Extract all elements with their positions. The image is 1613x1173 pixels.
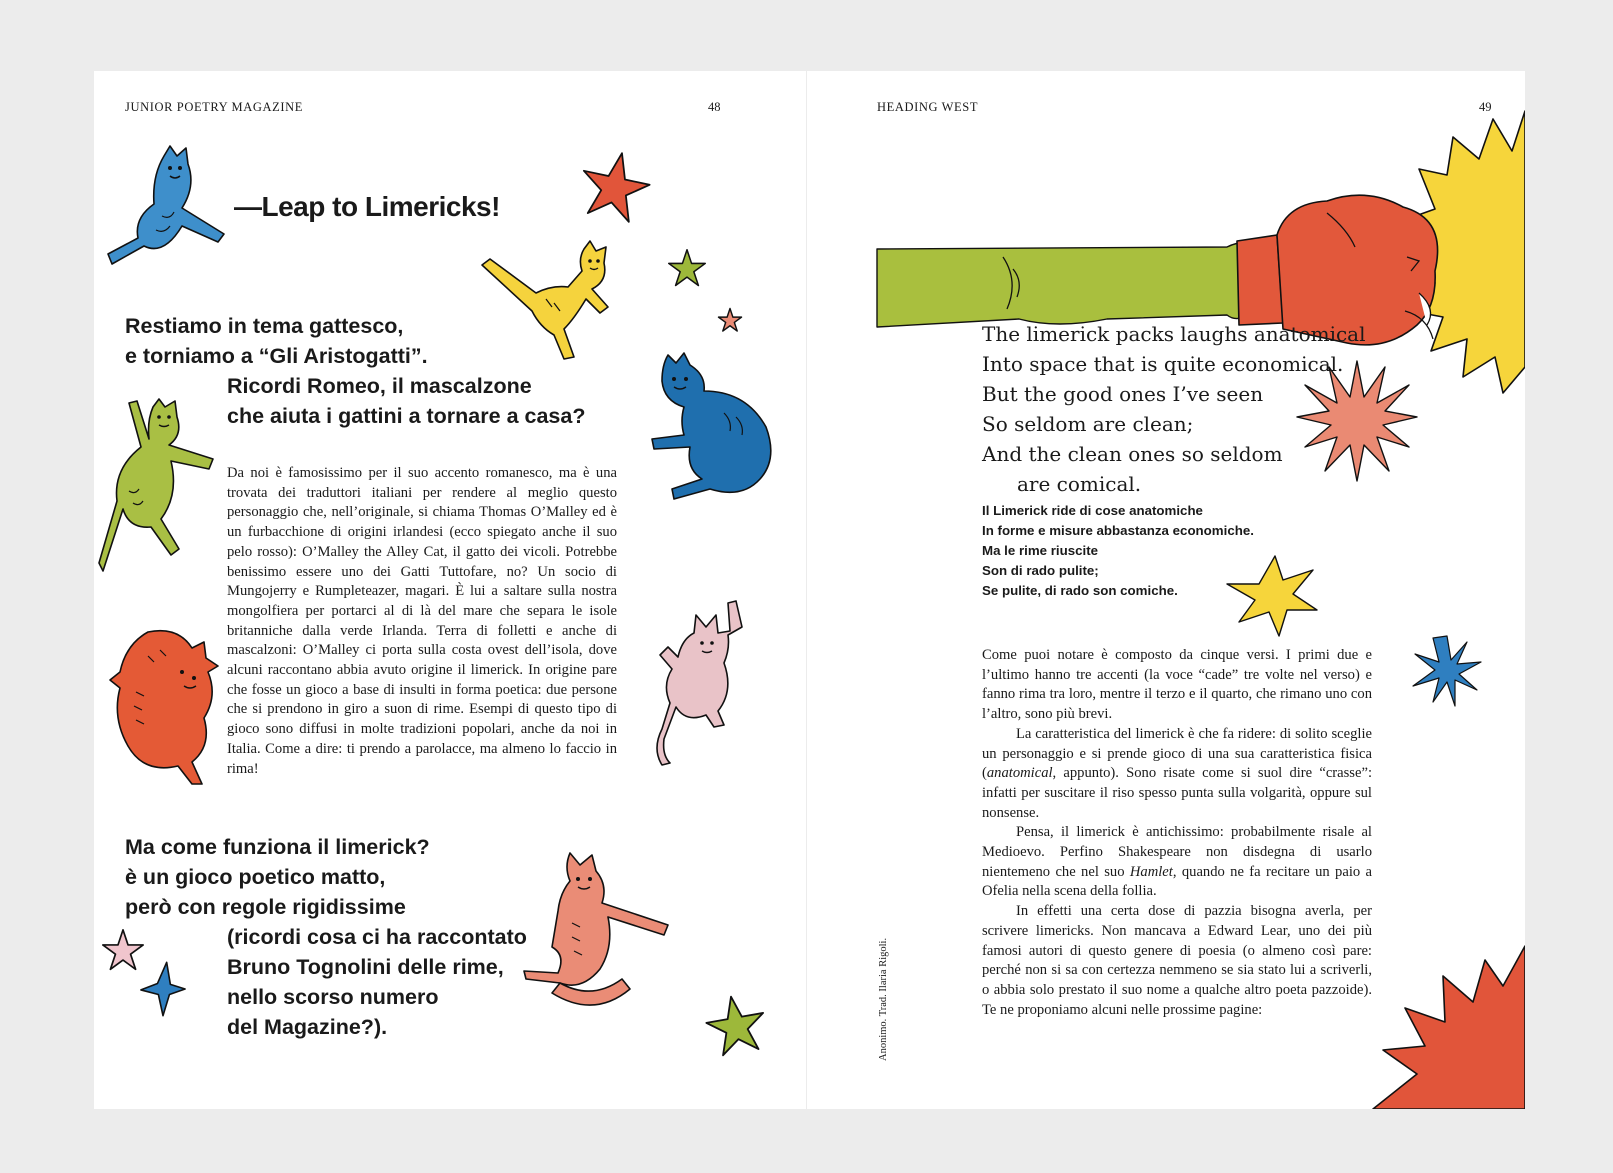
paragraph: Pensa, il limerick è antichissimo: probabilmente risale al Medioevo. Perfino Shakespeare non disdegna di usarlo nientemeno che nel suo Hamlet, quando ne fa recitare un paio a Ofelia nella scena della follia. [982, 824, 1373, 900]
poem-line: And the clean ones so seldom [982, 442, 1283, 466]
poem-line: Into space that is quite economical. [982, 352, 1344, 376]
poem-translation [982, 501, 1254, 601]
salmon-cat-icon [522, 851, 670, 1026]
red-cat-icon [108, 626, 224, 786]
page-number: 49 [1479, 100, 1492, 114]
question-line: Bruno Tognolini delle rime, [227, 955, 504, 979]
blue-star-icon [140, 961, 186, 1017]
green-cat-icon [99, 399, 219, 579]
translation-line: Son di rado pulite; [982, 563, 1099, 578]
lime-star-icon [706, 995, 766, 1055]
pink-star-icon [718, 308, 742, 332]
navy-cat-icon [650, 351, 776, 503]
salmon-burst-icon [1297, 361, 1417, 481]
question-line: (ricordi cosa ci ha raccontato [227, 925, 527, 949]
article-title: —Leap to Limericks! [234, 191, 500, 222]
intro-paragraph: Da noi è famosissimo per il suo accento romanesco, ma è una trovata dei traduttori italiani per rendere al meglio questo personaggio che, nell’originale, si chiama Thomas O’Malley ed è un furbacchione di origini irlandesi (ecco spiegato anche il suo pelo rosso): O’Malley the Alley Cat, il gatto dei vicoli. Potrebbe benissimo essere uno dei Gatti Tuttofare, no? Un socio di Mungojerry e Rumpleteazer, magari. È lui a saltare sulla nostra mongolfiera per portarci al di là del mare che separa le isole britanniche dalla verde Irlanda. Terra di folletti e anche di mascalzoni: O’Malley ci porta sulla costa ovest dell’isola, dove alcuni raccontano abbia avuto origine il limerick. In origine pare che fosse un gioco a base di insulti in forma poetica: due persone che si prendono in giro a suon di rime. Esempi di questo tipo di gioco sono diffusi in molte tradizioni popolari, anche da noi in Italia. Come a dire: ti prendo a parolacce, ma almeno lo faccio in rima! [227, 465, 617, 777]
blue-burst-icon [1411, 636, 1481, 706]
poem-line: The limerick packs laughs anatomical [982, 322, 1366, 346]
pink-cat-icon [658, 599, 744, 765]
green-star-icon [668, 249, 706, 287]
red-star-icon [580, 151, 650, 221]
translation-line: Il Limerick ride di cose anatomiche [982, 503, 1203, 518]
question-line: del Magazine?). [227, 1015, 388, 1039]
question-line: è un gioco poetico matto, [125, 865, 386, 889]
poem-line: But the good ones I’ve seen [982, 382, 1264, 406]
question-line: nello scorso numero [227, 985, 439, 1009]
article-body [982, 646, 1372, 1020]
translation-credit: Anonimo. Trad. Ilaria Rigoli. [878, 937, 889, 1061]
translation-line: In forme e misure abbastanza economiche. [982, 523, 1254, 538]
lead-line: che aiuta i gattini a tornare a casa? [227, 404, 586, 428]
lead-line: e torniamo a “Gli Aristogatti”. [125, 344, 428, 368]
yellow-cat-icon [482, 241, 612, 361]
lead-line: Restiamo in tema gattesco, [125, 314, 404, 338]
right-page [807, 71, 1525, 1109]
page-number: 48 [708, 100, 721, 114]
paragraph: Come puoi notare è composto da cinque versi. I primi due e l’ultimo hanno tre accenti (la voce “cade” tre volte nel verso) e fanno rima tra loro, mentre il terzo e il quarto, che rimano uno con l’altro, sono più brevi. [982, 647, 1372, 723]
paragraph: La caratteristica del limerick è che fa ridere: di solito sceglie un personaggio e si prende gioco di una sua caratteristica fisica (anatomical, appunto). Sono risate come si suol dire “crasse”: infatti per suscitare il riso spesso punta sulla volgarità, oppure sul nonsense. [982, 725, 1372, 821]
red-burst-icon [1373, 946, 1525, 1109]
running-head: JUNIOR POETRY MAGAZINE [125, 100, 304, 114]
lead-line: Ricordi Romeo, il mascalzone [227, 374, 532, 398]
question-line: Ma come funziona il limerick? [125, 835, 430, 859]
poem-line: So seldom are clean; [982, 412, 1194, 436]
question-line: però con regole rigidissime [125, 895, 406, 919]
running-head: HEADING WEST [877, 100, 979, 114]
pink-star-icon [102, 929, 144, 971]
poem-line: are comical. [1017, 472, 1142, 496]
blue-cat-icon [104, 146, 234, 276]
left-page [94, 71, 806, 1109]
yellow-star-burst-icon [1227, 556, 1317, 636]
translation-line: Se pulite, di rado son comiche. [982, 583, 1178, 598]
translation-line: Ma le rime riuscite [982, 543, 1099, 558]
paragraph: In effetti una certa dose di pazzia bisogna averla, per scrivere limericks. Non mancava a Edward Lear, uno dei più famosi autori di questo genere di poesia (o almeno così pare: perché non si sa con certezza nemmeno se sia stato lui a scriverli, o abbia solo prestato il suo nome a qualche altro poeta pazzoide). Te ne proponiamo alcuni nelle prossime pagine: [982, 903, 1372, 1018]
